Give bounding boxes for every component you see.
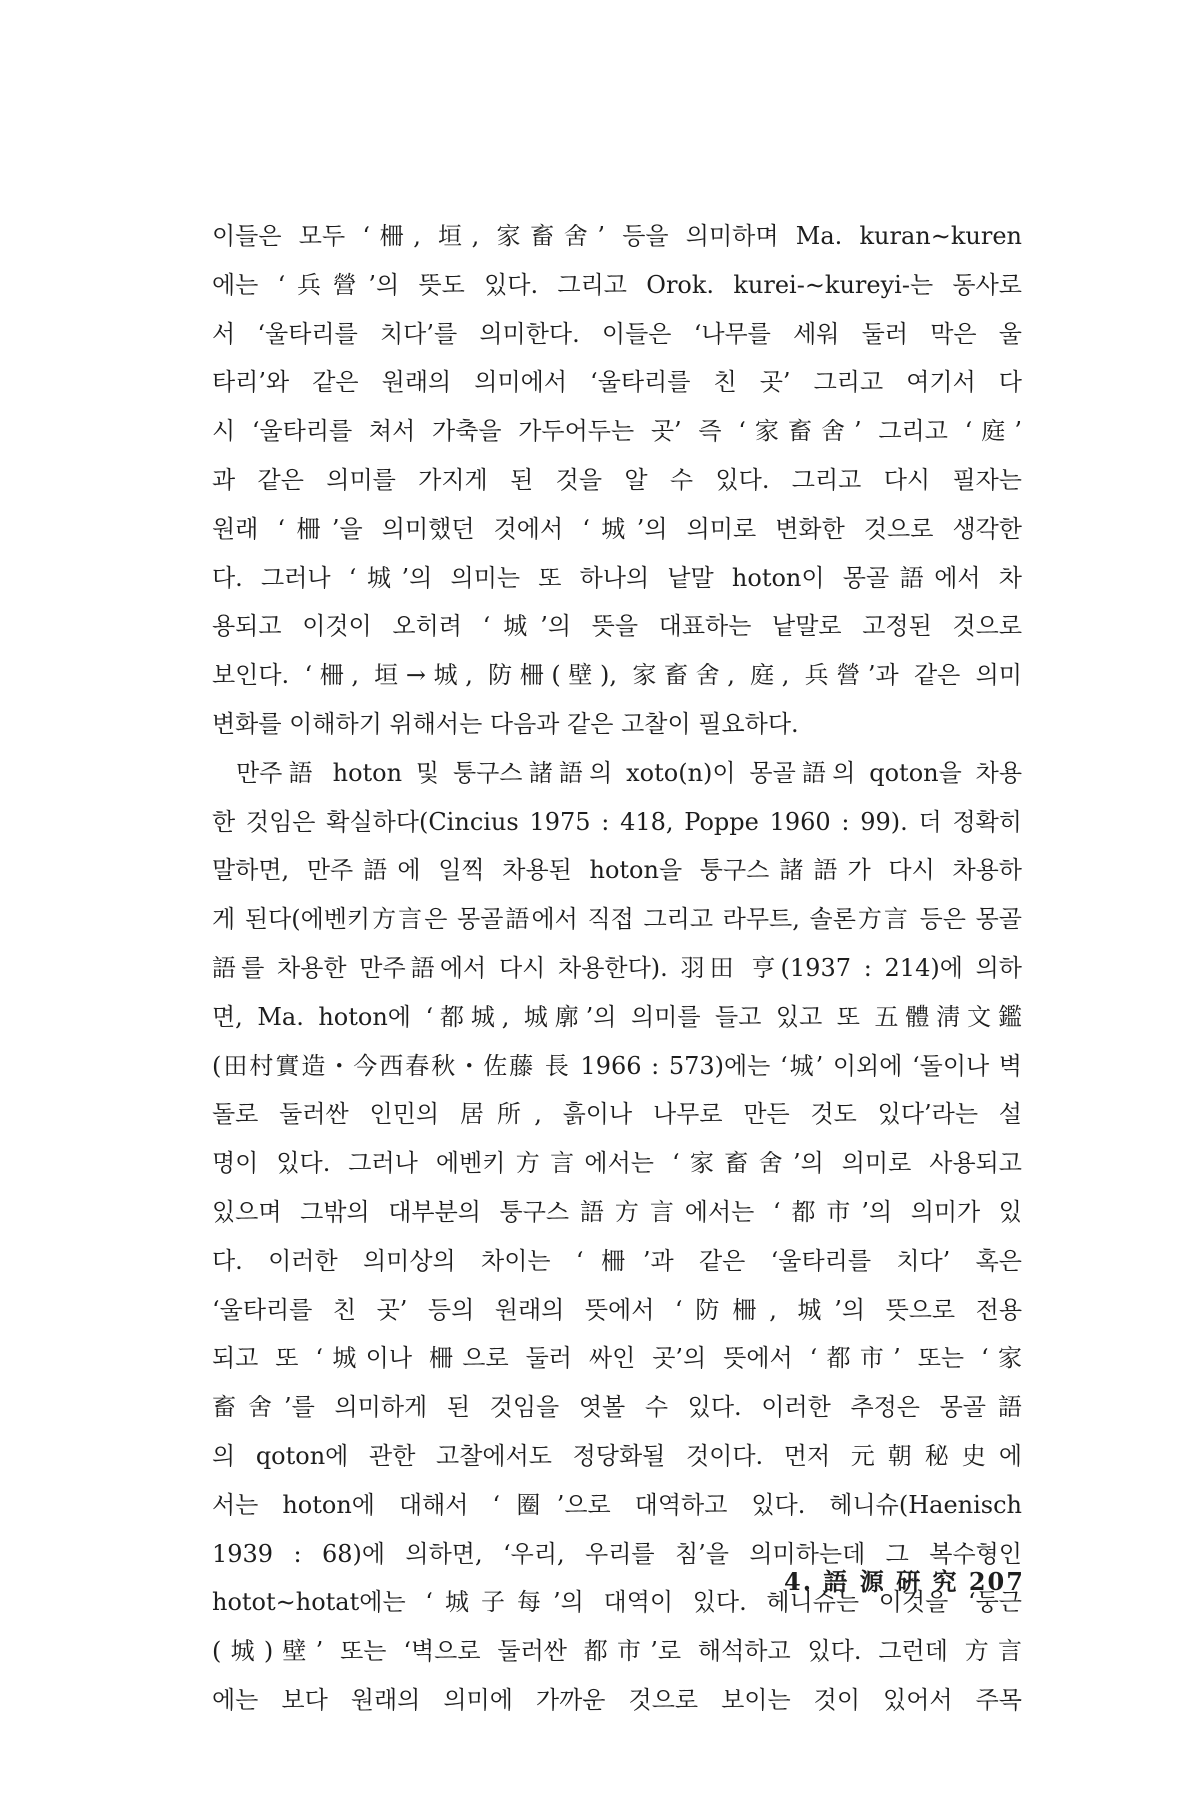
text-line: 명이 있다. 그러나 에벤키方言에서는 ‘家畜舍’의 의미로 사용되고 (212, 1149, 1022, 1178)
text-line: 에는 ‘兵營’의 뜻도 있다. 그리고 Orok. kurei-∼kureyi-는 동사로 (212, 270, 1022, 299)
page-footer (784, 1562, 1024, 1597)
text-line: 語를 차용한 만주語에서 다시 차용한다). 羽田 亨(1937 : 214)에 의하 (212, 953, 1022, 982)
text-line: ‘울타리를 친 곳’ 등의 원래의 뜻에서 ‘防柵, 城’의 뜻으로 전용 (212, 1295, 1022, 1324)
text-line: 되고 또 ‘城이나 柵으로 둘러 싸인 곳’의 뜻에서 ‘都市’ 또는 ‘家 (212, 1344, 1022, 1373)
text-line: 시 ‘울타리를 쳐서 가축을 가두어두는 곳’ 즉 ‘家畜舍’ 그리고 ‘庭’ (212, 417, 1022, 446)
text-line: 돌로 둘러싼 인민의 居所, 흙이나 나무로 만든 것도 있다’라는 설 (212, 1100, 1022, 1129)
text-line: 에는 보다 원래의 의미에 가까운 것으로 보이는 것이 있어서 주목 (212, 1685, 1022, 1714)
text-line: 있으며 그밖의 대부분의 퉁구스語方言에서는 ‘都市’의 의미가 있 (212, 1197, 1022, 1226)
text-line: 과 같은 의미를 가지게 된 것을 알 수 있다. 그리고 다시 필자는 (212, 465, 1022, 494)
text-line: 서 ‘울타리를 치다’를 의미한다. 이들은 ‘나무를 세워 둘러 막은 울 (212, 319, 1022, 348)
text-line: 변화를 이해하기 위해서는 다음과 같은 고찰이 필요하다. (212, 709, 799, 738)
text-line: 이들은 모두 ‘柵, 垣, 家畜舍’ 등을 의미하며 Ma. kuran∼kuren (212, 222, 1022, 250)
text-line: 의 qoton에 관한 고찰에서도 정당화될 것이다. 먼저 元朝秘史에 (212, 1441, 1022, 1470)
text-line: hotot∼hotat에는 ‘城子每’의 대역이 있다. 헤니슈는 이것을 ‘둥근 (212, 1588, 1022, 1617)
text-line: 말하면, 만주語에 일찍 차용된 hoton을 퉁구스諸語가 다시 차용하 (212, 856, 1022, 885)
section-title: 4. 語 源 硏 究 (784, 1567, 959, 1596)
page-number: 207 (968, 1567, 1025, 1596)
text-line: 畜舍’를 의미하게 된 것임을 엿볼 수 있다. 이러한 추정은 몽골語 (212, 1393, 1022, 1422)
text-line: 게 된다(에벤키方言은 몽골語에서 직접 그리고 라무트, 솔론方言 등은 몽골 (212, 905, 1022, 934)
text-line: 용되고 이것이 오히려 ‘城’의 뜻을 대표하는 낱말로 고정된 것으로 (212, 612, 1022, 641)
body-text (212, 212, 1022, 1725)
text-line: 다. 그러나 ‘城’의 의미는 또 하나의 낱말 hoton이 몽골語에서 차 (212, 563, 1022, 592)
text-line: 보인다. ‘柵, 垣→城, 防柵(壁), 家畜舍, 庭, 兵營’과 같은 의미 (212, 661, 1022, 690)
text-line: 1939 : 68)에 의하면, ‘우리, 우리를 침’을 의미하는데 그 복수형인 (212, 1539, 1022, 1568)
text-line: 원래 ‘柵’을 의미했던 것에서 ‘城’의 의미로 변화한 것으로 생각한 (212, 514, 1022, 543)
text-line: 한 것임은 확실하다(Cincius 1975 : 418, Poppe 1960 : 99). 더 정확히 (212, 807, 1022, 836)
paragraph-start-line: 만주語 hoton 및 퉁구스諸語의 xoto(n)이 몽골語의 qoton을 차용 (236, 758, 1022, 787)
text-line: (田村實造・今西春秋・佐藤 長 1966 : 573)에는 ‘城’ 이외에 ‘돌이나 벽 (212, 1051, 1022, 1080)
text-line: 다. 이러한 의미상의 차이는 ‘柵’과 같은 ‘울타리를 치다’ 혹은 (212, 1246, 1022, 1275)
text-line: (城)壁’ 또는 ‘벽으로 둘러싼 都市’로 해석하고 있다. 그런데 方言 (212, 1637, 1022, 1666)
text-line: 서는 hoton에 대해서 ‘圈’으로 대역하고 있다. 헤니슈(Haenisch (212, 1490, 1022, 1519)
text-line: 타리’와 같은 원래의 의미에서 ‘울타리를 친 곳’ 그리고 여기서 다 (212, 368, 1022, 397)
text-line: 면, Ma. hoton에 ‘都城, 城廓’의 의미를 들고 있고 또 五體淸文鑑 (212, 1002, 1022, 1031)
